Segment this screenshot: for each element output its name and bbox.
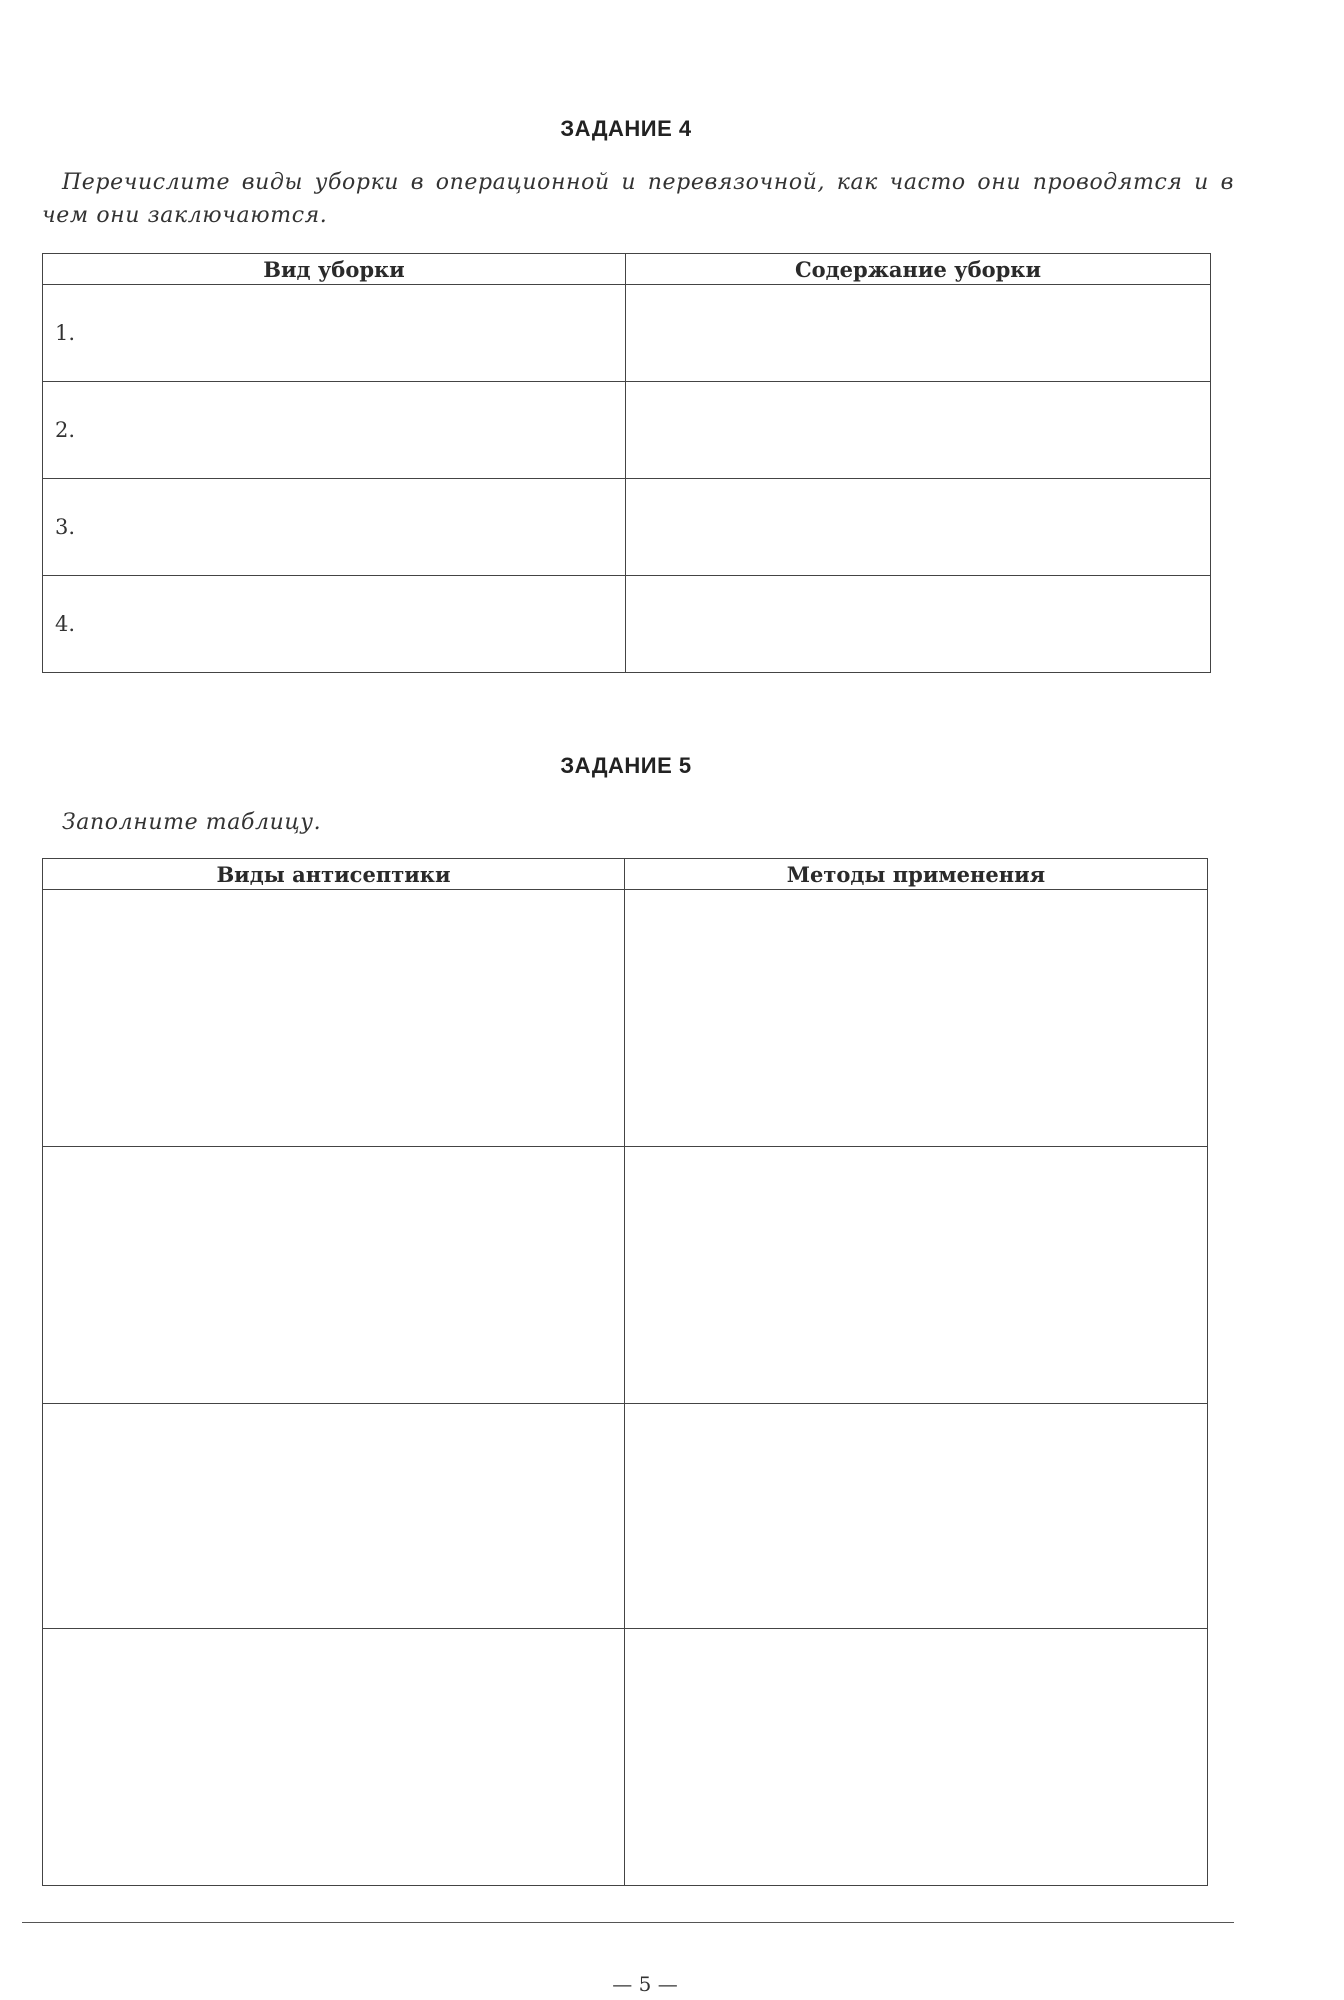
row-number-cell: 3.: [43, 479, 626, 576]
answer-cell[interactable]: [626, 479, 1211, 576]
table-row: [43, 479, 1211, 576]
row-number-cell: 4.: [43, 576, 626, 673]
table-row: [43, 1404, 1208, 1629]
table-row: [43, 1629, 1208, 1886]
task-4-instruction: Перечислите виды уборки в операционной и перевязочной, как часто они проводятся и в чем они заключаются.: [42, 170, 1234, 228]
table-header-row: [43, 254, 1211, 285]
answer-cell[interactable]: [43, 1629, 625, 1886]
task-5-title: ЗАДАНИЕ 5: [560, 753, 692, 778]
column-header-cleaning-content: Содержание уборки: [626, 254, 1211, 285]
answer-cell[interactable]: [625, 890, 1208, 1147]
answer-cell[interactable]: [626, 285, 1211, 382]
table-row: [43, 1147, 1208, 1404]
answer-cell[interactable]: [625, 1629, 1208, 1886]
row-number-cell: 2.: [43, 382, 626, 479]
column-header-cleaning-type: Вид уборки: [43, 254, 626, 285]
task-4-title: ЗАДАНИЕ 4: [560, 116, 692, 141]
task-5-instruction: Заполните таблицу.: [62, 810, 322, 835]
column-header-antiseptic-types: Виды антисептики: [43, 859, 625, 890]
table-row: [43, 382, 1211, 479]
footer-divider: [22, 1922, 1234, 1923]
answer-cell[interactable]: [625, 1147, 1208, 1404]
answer-cell[interactable]: [625, 1404, 1208, 1629]
table-row: [43, 285, 1211, 382]
table-header-row: [43, 859, 1208, 890]
page-number: — 5 —: [612, 1972, 678, 1996]
answer-cell[interactable]: [43, 1404, 625, 1629]
answer-cell[interactable]: [43, 1147, 625, 1404]
answer-cell[interactable]: [626, 576, 1211, 673]
answer-cell[interactable]: [43, 890, 625, 1147]
cleaning-types-table: [42, 253, 1211, 673]
table-row: [43, 890, 1208, 1147]
table-row: [43, 576, 1211, 673]
answer-cell[interactable]: [626, 382, 1211, 479]
antiseptics-table: [42, 858, 1208, 1886]
column-header-application-methods: Методы применения: [625, 859, 1208, 890]
row-number-cell: 1.: [43, 285, 626, 382]
